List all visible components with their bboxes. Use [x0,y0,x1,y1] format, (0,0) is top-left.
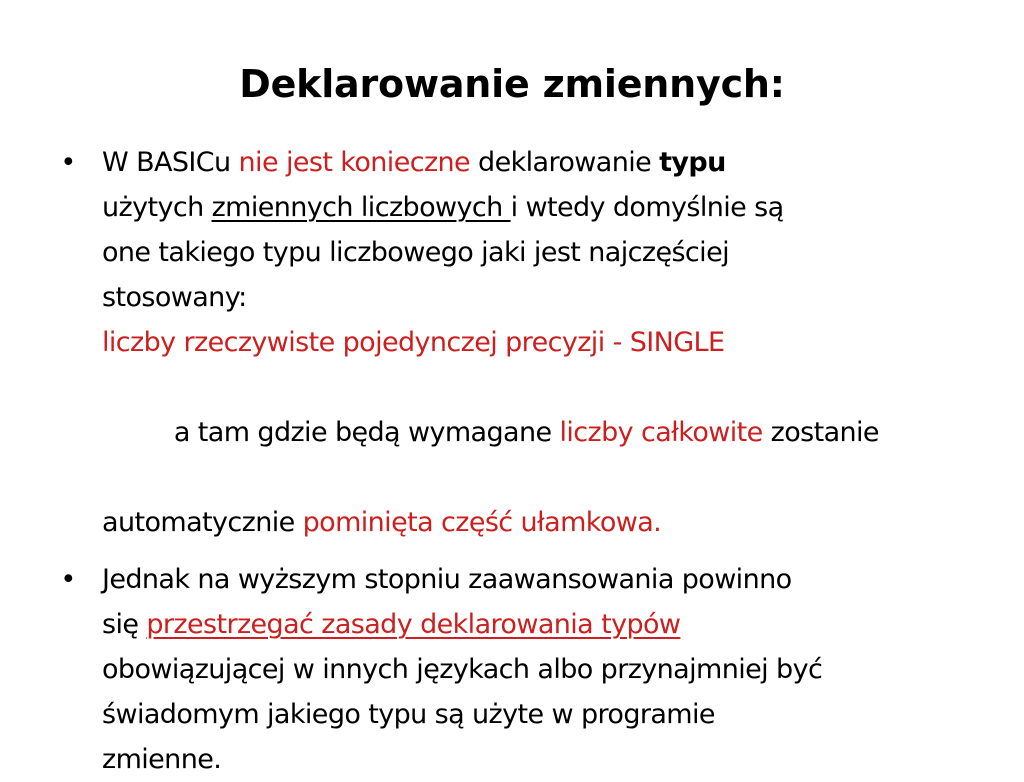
underlined-highlight-text: przestrzegać zasady deklarowania typów [146,609,681,640]
text-line [102,737,978,782]
text-run: się [102,609,147,640]
text-run: i wtedy domyślnie są [510,192,784,223]
text-line [102,692,978,737]
text-run: zmienne. [102,744,222,775]
text-run: stosowany: [102,282,247,313]
text-line [102,275,978,320]
text-line [102,365,978,500]
text-line [102,320,978,365]
text-run: Jednak na wyższym stopniu zaawansowania powinno [102,564,792,595]
text-line [102,647,978,692]
bullet-marker: • [60,147,76,178]
bullet-item [58,557,978,782]
highlight-text: pominięta część ułamkowa. [302,507,662,538]
bold-text: typu [659,147,726,178]
text-run: zostanie [762,417,879,448]
text-run: obowiązującej w innych językach albo przynajmniej być [102,654,823,685]
bullet-item [58,140,978,545]
text-line [102,602,978,647]
text-run: one takiego typu liczbowego jaki jest najczęściej [102,237,729,268]
text-run: a tam gdzie będą wymagane [165,417,560,448]
text-run: deklarowanie [470,147,660,178]
text-line [102,185,978,230]
bullet-list [58,140,978,782]
text-run: świadomym jakiego typu są użyte w programie [102,699,715,730]
text-line [102,500,978,545]
highlight-text: liczby całkowite [559,417,763,448]
text-line [102,557,978,602]
highlight-text: liczby rzeczywiste pojedynczej precyzji - SINGLE [102,327,725,358]
text-run: użytych [102,192,212,223]
slide-title: Deklarowanie zmiennych: [239,62,785,106]
underlined-text: zmiennych liczbowych [211,192,511,223]
bullet-marker: • [60,564,76,595]
text-run: automatycznie [102,507,303,538]
text-line [102,230,978,275]
text-run: W BASICu [102,147,239,178]
highlight-text: nie jest konieczne [238,147,471,178]
text-line [102,140,978,185]
